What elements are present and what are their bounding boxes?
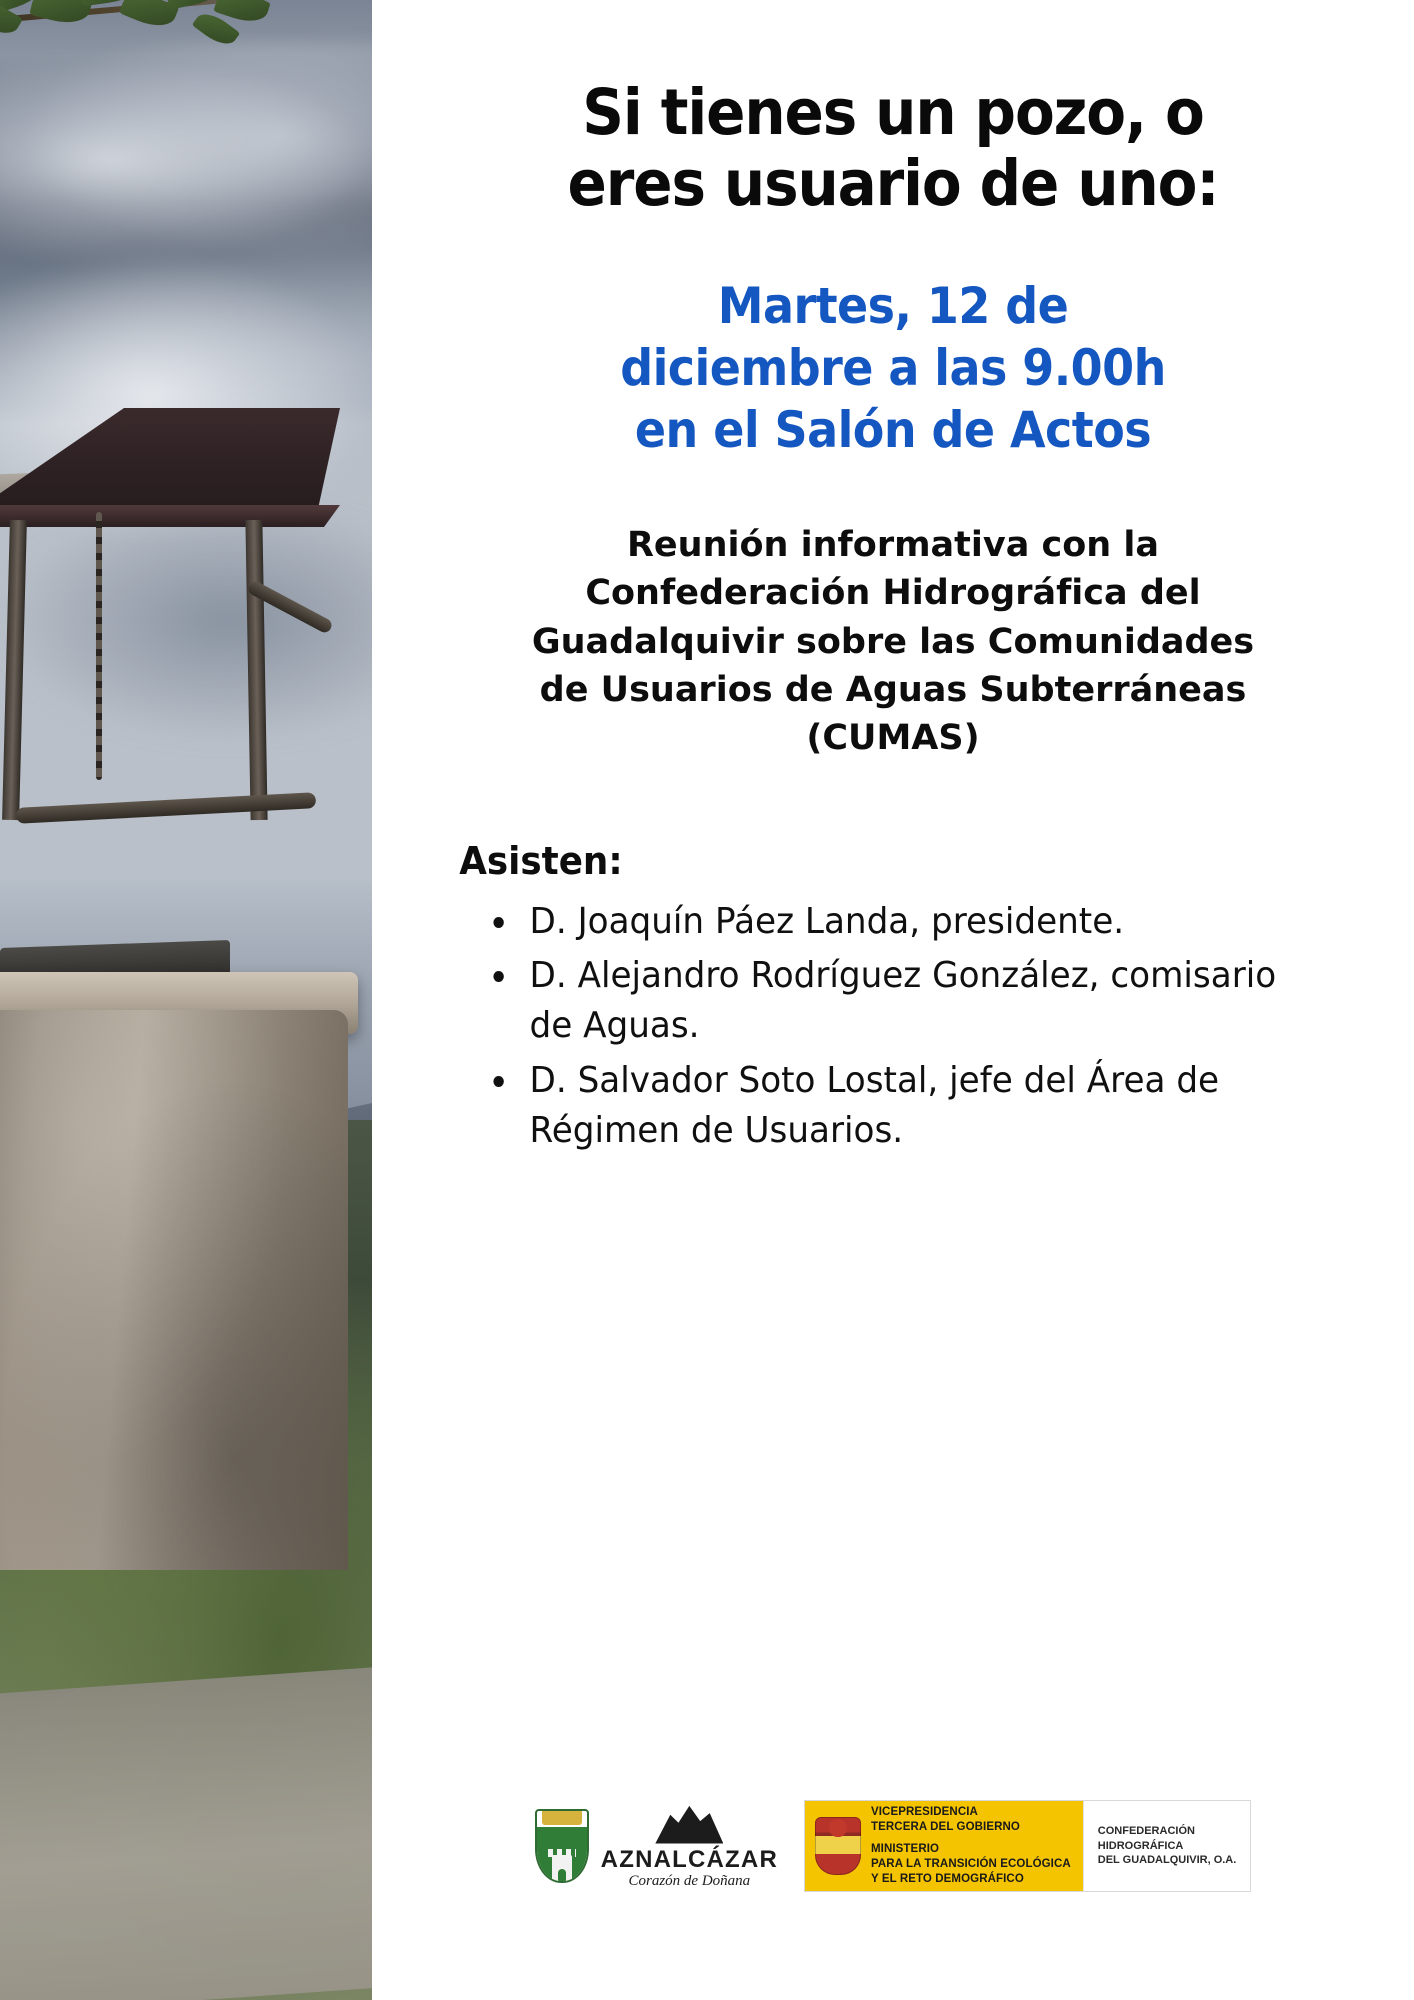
logo-strip — [418, 1800, 1368, 1892]
list-item: • D. Joaquín Páez Landa, presidente. — [520, 897, 1309, 947]
aznalcazar-logo — [535, 1804, 778, 1889]
aznalcazar-wordmark — [601, 1804, 778, 1889]
stone-path — [0, 1664, 372, 2000]
chg-logo — [1083, 1801, 1251, 1891]
page-title — [456, 78, 1330, 219]
well-photograph — [0, 0, 372, 2000]
attendees-section — [454, 839, 1368, 1157]
spain-coat-of-arms-icon — [815, 1817, 861, 1875]
gov-line-1: VICEPRESIDENCIA — [870, 1805, 978, 1818]
chg-line-2: HIDROGRÁFICA — [1097, 1839, 1184, 1852]
datetime-line-2: diciembre a las 9.00h — [620, 339, 1166, 398]
chg-text — [1098, 1824, 1237, 1869]
gov-line-3: MINISTERIO — [870, 1842, 940, 1855]
event-datetime — [553, 275, 1234, 461]
shield-field — [537, 1827, 587, 1881]
list-item: • D. Alejandro Rodríguez González, comisario de Aguas. — [520, 951, 1309, 1052]
mountain-icon — [655, 1804, 723, 1844]
event-description: Reunión informativa con la Confederación Hidrográfica del Guadalquivir sobre las Comunidades de Usuarios de Aguas Subterráneas (CUMAS) — [531, 525, 1255, 759]
attendees-heading: Asisten: — [459, 838, 623, 883]
government-logo-block — [804, 1800, 1251, 1892]
datetime-line-1: Martes, 12 de — [717, 277, 1069, 336]
chg-line-1: CONFEDERACIÓN — [1097, 1824, 1195, 1837]
well-roof-edge — [0, 505, 340, 527]
chg-line-3: DEL GUADALQUIVIR, O.A. — [1097, 1854, 1237, 1867]
ministry-logo — [805, 1801, 1083, 1891]
coat-of-arms-icon — [535, 1809, 589, 1883]
list-item: • D. Salvador Soto Lostal, jefe del Área de Régimen de Usuarios. — [520, 1056, 1309, 1157]
tower-icon — [552, 1855, 572, 1883]
town-tagline-label: Corazón de Doñana — [628, 1872, 751, 1889]
headline-line-1: Si tienes un pozo, o — [582, 76, 1204, 149]
town-name-label: AZNALCÁZAR — [600, 1845, 778, 1873]
headline-line-2: eres usuario de uno: — [567, 146, 1219, 220]
attendees-list — [520, 897, 1368, 1157]
well-chain — [96, 512, 102, 780]
datetime-line-3: en el Salón de Actos — [634, 401, 1152, 460]
crown-icon — [542, 1809, 582, 1825]
gov-line-4: PARA LA TRANSICIÓN ECOLÓGICA — [870, 1858, 1071, 1871]
gov-text-spacer — [871, 1835, 1071, 1842]
gov-line-5: Y EL RETO DEMOGRÁFICO — [870, 1873, 1024, 1886]
gov-line-2: TERCERA DEL GOBIERNO — [870, 1820, 1020, 1833]
tree-foliage — [0, 0, 340, 100]
poster-content — [372, 0, 1414, 2000]
ministry-text — [871, 1805, 1071, 1888]
well-wall — [0, 1010, 348, 1570]
